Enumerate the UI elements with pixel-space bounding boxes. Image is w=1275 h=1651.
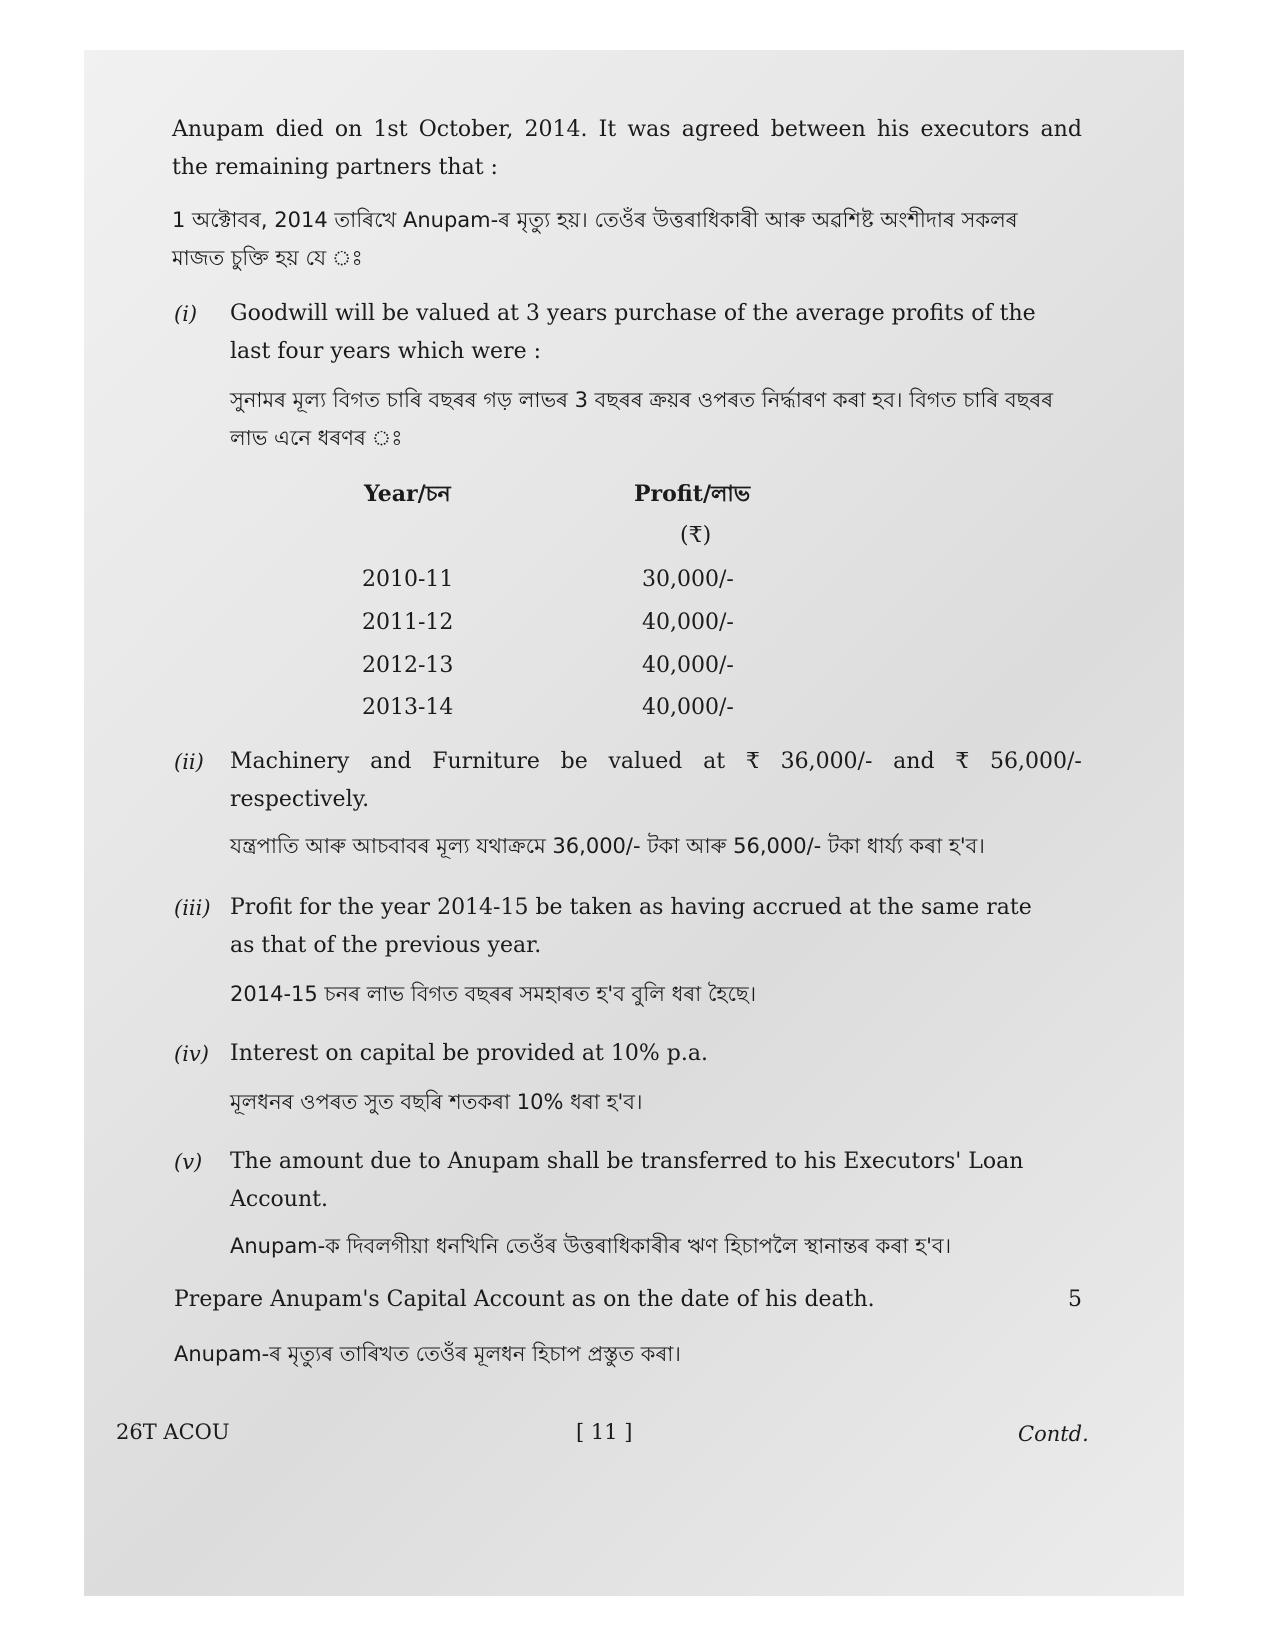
table-year-cell: 2013-14 bbox=[362, 695, 454, 720]
table-header-year: Year/চন bbox=[364, 481, 451, 507]
question-marks: 5 bbox=[1068, 1287, 1082, 1312]
table-profit-cell: 40,000/- bbox=[642, 610, 734, 635]
intro-english-line-1: Anupam died on 1st October, 2014. It was agreed between his executors and bbox=[172, 117, 1082, 142]
item-i-assamese-line-2: লাভ এনে ধৰণৰ ঃ bbox=[230, 426, 403, 450]
table-year-cell: 2012-13 bbox=[362, 653, 454, 678]
item-v-english-line-2: Account. bbox=[230, 1187, 328, 1212]
question-assamese: Anupam-ৰ মৃত্যুৰ তাৰিখত তেওঁৰ মূলধন হিচাপ প্ৰস্তুত কৰা। bbox=[174, 1342, 681, 1366]
item-iv-english-line-1: Interest on capital be provided at 10% p.a. bbox=[230, 1041, 708, 1066]
table-profit-cell: 30,000/- bbox=[642, 567, 734, 592]
item-ii-assamese-line-1: যন্ত্ৰপাতি আৰু আচবাবৰ মূল্য যথাক্ৰমে 36,000/- টকা আৰু 56,000/- টকা ধাৰ্য্য কৰা হ'ব। bbox=[230, 834, 985, 858]
footer-paper-code: 26T ACOU bbox=[116, 1420, 230, 1444]
item-ii-english-line-2: respectively. bbox=[230, 787, 370, 812]
item-ii-english-line-1: Machinery and Furniture be valued at ₹ 36,000/- and ₹ 56,000/- bbox=[230, 749, 1082, 774]
intro-english-line-2: the remaining partners that : bbox=[172, 155, 498, 180]
item-i-english-line-1: Goodwill will be valued at 3 years purchase of the average profits of the bbox=[230, 301, 1036, 326]
table-header-profit: Profit/লাভ bbox=[634, 481, 751, 507]
table-year-cell: 2010-11 bbox=[362, 567, 454, 592]
table-unit: (₹) bbox=[680, 523, 712, 548]
item-iv-assamese-line-1: মূলধনৰ ওপৰত সুত বছৰি শতকৰা 10% ধৰা হ'ব। bbox=[230, 1090, 643, 1114]
table-profit-cell: 40,000/- bbox=[642, 653, 734, 678]
footer-page-number: [ 11 ] bbox=[576, 1420, 633, 1444]
item-number-v: (v) bbox=[174, 1150, 203, 1174]
item-iii-assamese-line-1: 2014-15 চনৰ লাভ বিগত বছৰৰ সমহাৰত হ'ব বুলি ধৰা হৈছে। bbox=[230, 982, 757, 1006]
intro-assamese-line-1: 1 অক্টোবৰ, 2014 তাৰিখে Anupam-ৰ মৃত্যু হয়। তেওঁৰ উত্তৰাধিকাৰী আৰু অৱশিষ্ট অংশীদাৰ সকলৰ bbox=[172, 208, 1018, 232]
intro-assamese-line-2: মাজত চুক্তি হয় যে ঃ bbox=[172, 246, 363, 270]
item-number-iii: (iii) bbox=[174, 896, 211, 920]
table-profit-cell: 40,000/- bbox=[642, 695, 734, 720]
item-iii-english-line-1: Profit for the year 2014-15 be taken as having accrued at the same rate bbox=[230, 895, 1032, 920]
item-number-iv: (iv) bbox=[174, 1042, 209, 1066]
question-english: Prepare Anupam's Capital Account as on the date of his death. bbox=[174, 1287, 875, 1312]
item-number-i: (i) bbox=[174, 302, 198, 326]
item-number-ii: (ii) bbox=[174, 750, 204, 774]
item-v-english-line-1: The amount due to Anupam shall be transferred to his Executors' Loan bbox=[230, 1149, 1024, 1174]
item-i-assamese-line-1: সুনামৰ মূল্য বিগত চাৰি বছৰৰ গড় লাভৰ 3 বছৰৰ ক্ৰয়ৰ ওপৰত নিৰ্দ্ধাৰণ কৰা হব। বিগত চাৰি বছৰৰ bbox=[230, 388, 1054, 412]
table-year-cell: 2011-12 bbox=[362, 610, 454, 635]
footer-contd: Contd. bbox=[1018, 1422, 1089, 1446]
item-v-assamese-line-1: Anupam-ক দিবলগীয়া ধনখিনি তেওঁৰ উত্তৰাধিকাৰীৰ ঋণ হিচাপলৈ স্থানান্তৰ কৰা হ'ব। bbox=[230, 1234, 952, 1258]
item-i-english-line-2: last four years which were : bbox=[230, 339, 542, 364]
item-iii-english-line-2: as that of the previous year. bbox=[230, 933, 542, 958]
